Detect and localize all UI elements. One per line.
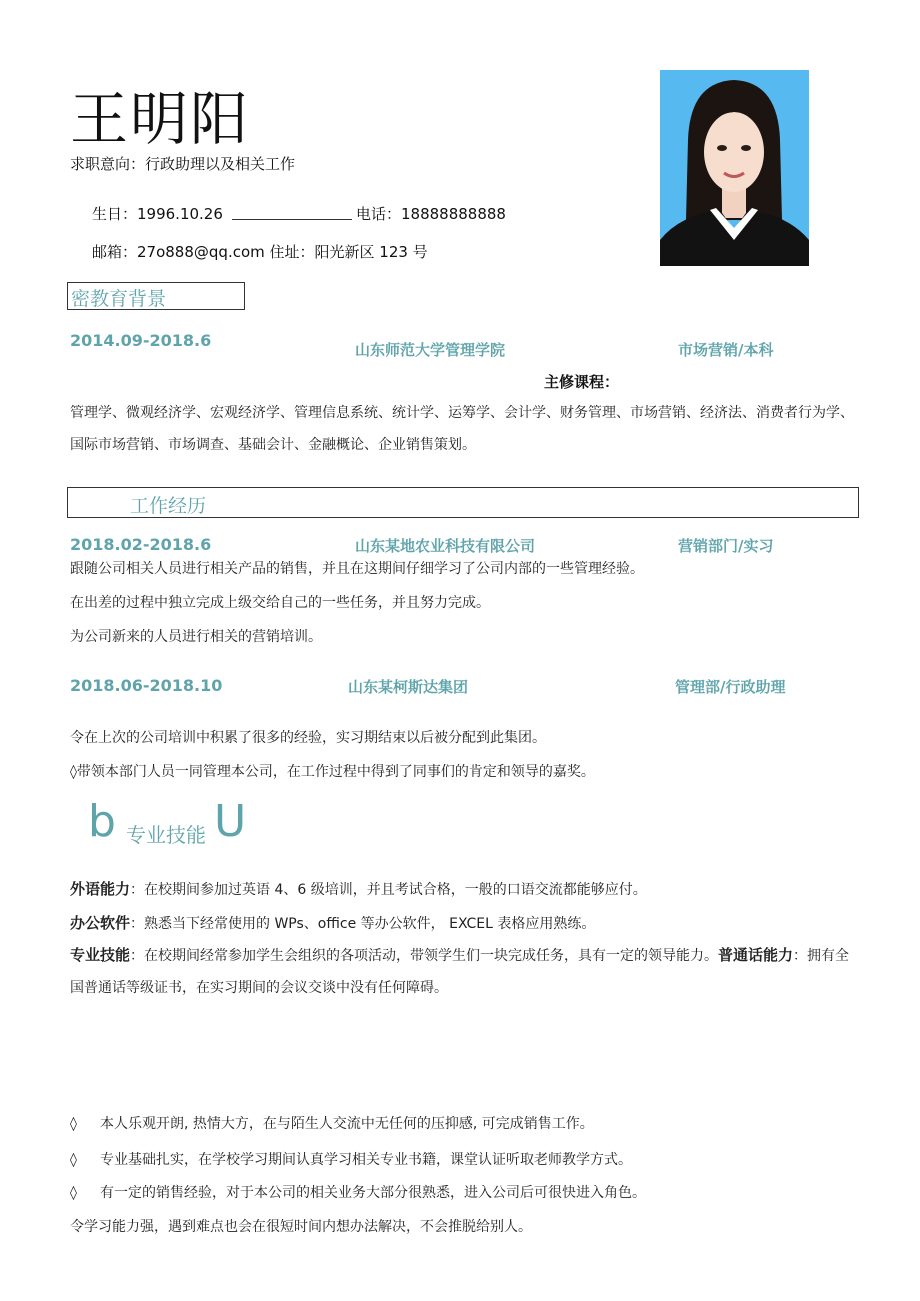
job-intent: 求职意向：行政助理以及相关工作 — [70, 155, 296, 173]
birth-date: 生日：1996.10.26 — [92, 205, 223, 223]
job-1-line-2: 在出差的过程中独立完成上级交给自己的一些任务，并且努力完成。 — [70, 595, 490, 611]
skill-text: ：熟悉当下经常使用的 WPs、office 等办公软件， EXCEL 表格应用熟练。 — [130, 916, 596, 932]
self-eval-last: 令学习能力强，遇到难点也会在很短时间内想办法解决，不会推脱给别人。 — [70, 1219, 532, 1235]
education-section-title: 密教育背景 — [71, 288, 167, 310]
profile-photo — [660, 70, 809, 266]
skill-text: ：在校期间经常参加学生会组织的各项活动，带领学生们一块完成任务，具有一定的领导能力。 — [130, 948, 719, 964]
bullet-icon: ◊ — [70, 1152, 77, 1168]
job-2-line-2: ◊带领本部门人员一同管理本公司，在工作过程中得到了同事们的肯定和领导的嘉奖。 — [70, 764, 595, 780]
job-1-company: 山东某地农业科技有限公司 — [355, 537, 536, 555]
skill-office — [70, 912, 595, 933]
skill-text: ：拥有全国普通话等级证书，在实习期间的会议交谈中没有任何障碍。 — [70, 948, 850, 996]
bullet-icon: ◊ — [70, 1116, 77, 1132]
job-1-role: 营销部门/实习 — [678, 537, 774, 555]
major-degree: 市场营销/本科 — [678, 341, 774, 359]
job-2-role: 管理部/行政助理 — [675, 678, 786, 696]
self-eval-item — [70, 1149, 632, 1169]
skill-label: 普通话能力 — [718, 946, 794, 964]
skill-text: ：在校期间参加过英语 4、6 级培训，并且考试合格，一般的口语交流都能够应付。 — [130, 882, 647, 898]
skill-label: 外语能力 — [70, 880, 131, 898]
self-eval-text: 有一定的销售经验，对于本公司的相关业务大部分很熟悉，进入公司后可很快进入角色。 — [100, 1185, 646, 1201]
phone-number: 电话：18888888888 — [356, 205, 506, 223]
self-eval-text: 专业基础扎实，在学校学习期间认真学习相关专业书籍，课堂认证听取老师教学方式。 — [100, 1152, 632, 1168]
candidate-name: 王明阳 — [70, 85, 251, 153]
work-section-title: 工作经历 — [130, 495, 207, 517]
skills-section-title: 专业技能 — [126, 823, 206, 847]
skills-suffix-glyph: U — [214, 796, 247, 847]
email-address: 邮箱：27o888@qq.com 住址：阳光新区 123 号 — [92, 243, 428, 261]
self-eval-item — [70, 1113, 594, 1133]
divider-line — [232, 219, 352, 220]
job-1-line-1: 跟随公司相关人员进行相关产品的销售，并且在这期间仔细学习了公司内部的一些管理经验。 — [70, 561, 644, 577]
courses-label: 主修课程： — [544, 373, 620, 391]
job-2-line-1: 令在上次的公司培训中积累了很多的经验，实习期结束以后被分配到此集团。 — [70, 730, 546, 746]
job-2-date: 2018.06-2018.10 — [70, 676, 223, 695]
job-2-company: 山东某柯斯达集团 — [348, 678, 469, 696]
job-1-date: 2018.02-2018.6 — [70, 535, 212, 554]
skill-language — [70, 878, 647, 899]
job-1-line-3: 为公司新来的人员进行相关的营销培训。 — [70, 629, 322, 645]
courses-text: 管理学、微观经济学、宏观经济学、管理信息系统、统计学、运筹学、会计学、财务管理、市场营销、经济法、消费者行为学、国际市场营销、市场调查、基础会计、金融概论、企业销售策划。 — [70, 405, 854, 453]
skill-label: 专业技能 — [70, 946, 131, 964]
skill-professional — [70, 939, 860, 1004]
self-eval-text: 本人乐观开朗, 热情大方，在与陌生人交流中无任何的压抑感, 可完成销售工作。 — [100, 1116, 594, 1132]
skills-prefix-glyph: b — [88, 796, 116, 847]
school-name: 山东师范大学管理学院 — [355, 341, 506, 359]
skill-label: 办公软件 — [70, 914, 131, 932]
education-date: 2014.09-2018.6 — [70, 331, 212, 350]
self-eval-item — [70, 1182, 646, 1202]
bullet-icon: ◊ — [70, 1185, 77, 1201]
